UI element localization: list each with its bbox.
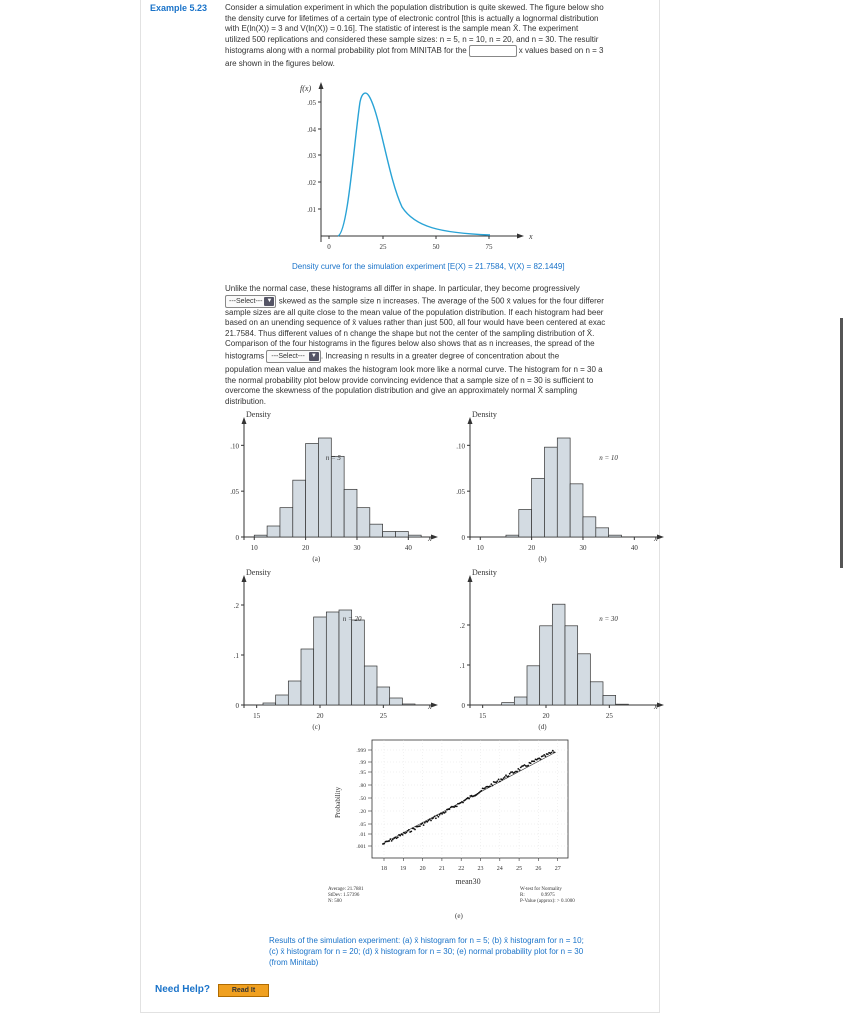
hist-bar: [267, 526, 280, 537]
prob-point: [408, 829, 410, 831]
hist-ytick: .10: [456, 442, 465, 451]
hist-bar: [357, 508, 370, 537]
prob-xtick: 18: [381, 866, 387, 872]
prob-point: [423, 824, 425, 826]
hist-xtick: 40: [630, 544, 638, 552]
intro-line: histograms along with a normal probability plot from MINITAB for the: [225, 46, 467, 56]
hist-bar: [326, 612, 339, 705]
hist-bar: [377, 687, 390, 705]
hist-ytick: 0: [461, 702, 465, 710]
prob-point: [505, 774, 507, 776]
density-x-ticks: [327, 236, 493, 251]
example-label: Example 5.23: [150, 3, 208, 13]
body-line: sample sizes are all quite close to the mean value of the population distribution. If each histogram had beer: [225, 307, 604, 317]
hist-xbar-label: x̄: [654, 702, 658, 711]
hist-ylabel: Density: [472, 568, 497, 577]
prob-point: [436, 815, 438, 817]
hist-bar: [578, 654, 591, 705]
body-line: the normal probability plot below provide convincing evidence that a sample size of n = 30 is sufficient to: [225, 375, 594, 385]
prob-ytick: .20: [359, 809, 366, 815]
hist-bar: [609, 535, 622, 537]
body-line: 21.7584. Thus different values of n change the shape but not the center of the sampling distribution of X̄.: [225, 328, 595, 338]
hist-panel-label: (c): [312, 723, 321, 731]
prob-point: [439, 814, 441, 816]
density-xlabel: x: [529, 232, 533, 241]
prob-stat-right: W-test for Normality: [520, 887, 562, 892]
hist-xbar-label: x̄: [428, 702, 432, 711]
chevron-down-icon: ▼: [264, 297, 274, 306]
hist-bar: [565, 626, 578, 705]
hist-bar: [402, 704, 415, 705]
prob-point: [410, 831, 412, 833]
hist-ylabel: Density: [472, 410, 497, 419]
hist-panel-label: (d): [538, 723, 547, 731]
prob-point: [397, 836, 399, 838]
prob-point: [391, 840, 393, 842]
hist-bar: [544, 447, 557, 537]
hist-ytick: 0: [235, 702, 239, 710]
density-ytick: .01: [307, 206, 316, 214]
scrollbar-thumb[interactable]: [840, 318, 843, 568]
prob-point: [545, 755, 547, 757]
prob-xtick: 25: [516, 866, 523, 872]
results-caption-line: Results of the simulation experiment: (a) x̄ histogram for n = 5; (b) x̄ histogram for n = 10;: [269, 936, 584, 945]
body-line: histograms: [225, 351, 265, 361]
prob-point: [499, 781, 501, 783]
density-ytick: .04: [307, 126, 316, 134]
prob-point: [497, 780, 499, 782]
hist-xbar-label: x̄: [428, 534, 432, 543]
intro-line: are shown in the figures below.: [225, 59, 335, 69]
hist-x-arrow: [657, 703, 664, 708]
prob-point: [445, 811, 447, 813]
density-curve-plot: [290, 82, 540, 258]
prob-stat-left: StDev: 1.57396: [328, 893, 360, 898]
hist-ylabel: Density: [246, 568, 271, 577]
hist-ytick: .1: [459, 662, 465, 670]
prob-point: [468, 798, 470, 800]
prob-xtick: 23: [477, 866, 484, 872]
hist-ytick: .2: [459, 622, 465, 630]
prob-point: [530, 762, 532, 764]
hist-bar: [552, 604, 565, 705]
density-curve-line: [338, 93, 490, 236]
prob-point: [547, 753, 549, 755]
density-ytick: .03: [307, 152, 316, 160]
prob-point: [430, 820, 432, 822]
hist-bar: [352, 620, 365, 705]
prob-point: [462, 802, 464, 804]
prob-point: [508, 775, 510, 777]
hist-bar: [314, 617, 327, 705]
hist-xtick: 25: [605, 712, 613, 720]
hist-x-arrow: [431, 703, 438, 708]
hist-bar: [616, 704, 629, 705]
hist-xtick: 15: [253, 712, 261, 720]
results-caption-line: (from Minitab): [269, 958, 319, 967]
prob-stat-right: P-Value (approx): > 0.1000: [520, 899, 575, 904]
hist-bar: [383, 532, 396, 538]
hist-xtick: 20: [542, 712, 550, 720]
prob-point: [438, 816, 440, 818]
prob-point: [406, 832, 408, 834]
density-ytick: .05: [307, 99, 316, 107]
body-line: population mean value and makes the histogram look more like a normal curve. The histogram for n = 30 a: [225, 364, 603, 374]
hist-ytick: 0: [461, 534, 465, 542]
prob-point: [533, 760, 535, 762]
prob-ytick: .50: [359, 796, 366, 802]
hist-bar: [364, 666, 377, 705]
intro-line: utilized 500 replications and considered these sample sizes: n = 5, n = 10, n = 20, and n = 30. The resultir: [225, 34, 599, 44]
hist-xtick: 30: [579, 544, 587, 552]
prob-xtick: 22: [458, 866, 465, 872]
prob-point: [434, 816, 436, 818]
prob-point: [383, 843, 385, 845]
hist-ytick: .05: [230, 488, 239, 497]
hist-bar: [596, 528, 609, 537]
prob-stat-left: Average: 21.7881: [328, 887, 364, 892]
prob-point: [481, 790, 483, 792]
select-1-value: ---Select---: [229, 297, 263, 305]
hist-ytick: .1: [233, 652, 239, 660]
results-caption: [269, 935, 584, 968]
prob-stat-right: R: 0.9975: [520, 893, 555, 898]
body-line: distribution.: [225, 396, 266, 406]
select-2-value: ---Select---: [271, 352, 305, 360]
select-dropdown-2[interactable]: [266, 350, 320, 363]
hist-bar: [603, 695, 616, 705]
hist-bar: [254, 535, 267, 537]
prob-stat-left: N: 500: [328, 899, 342, 904]
prob-ytick: .99: [359, 760, 366, 766]
hist-bar: [263, 703, 276, 705]
body-line: based on an unending sequence of x̄ values rather than just 500, all four would have been centered at exac: [225, 318, 606, 328]
prob-xtick: 27: [554, 866, 561, 872]
need-help-label: Need Help?: [155, 984, 211, 995]
density-y-ticks: [307, 99, 321, 214]
prob-point: [489, 785, 491, 787]
hist-ytick: .10: [230, 442, 239, 451]
body-paragraph: [225, 284, 660, 407]
prob-point: [519, 769, 521, 771]
hist-bar: [514, 697, 527, 705]
normal-probability-plot: [320, 738, 620, 923]
hist-xtick: 15: [479, 712, 487, 720]
prob-point: [490, 783, 492, 785]
prob-point: [498, 779, 500, 781]
hist-xtick: 10: [250, 544, 258, 552]
select-dropdown-1[interactable]: [225, 295, 276, 308]
intro-line: Consider a simulation experiment in which the population distribution is quite skewed. The figure below sho: [225, 3, 604, 12]
hist-bar: [293, 480, 306, 537]
hist-bar: [288, 681, 301, 705]
prob-point: [492, 785, 494, 787]
prob-point: [540, 758, 542, 760]
density-xtick: 25: [379, 243, 387, 251]
histogram-d: [448, 563, 672, 735]
hist-ytick: 0: [235, 534, 239, 542]
hist-bar: [318, 438, 331, 537]
hist-n-label: n = 10: [599, 454, 618, 462]
hist-n-label: n = 30: [599, 615, 618, 623]
hist-bar: [506, 535, 519, 537]
prob-panel-label: (e): [455, 912, 463, 920]
prob-xtick: 21: [438, 866, 445, 872]
hist-bar: [344, 489, 357, 537]
prob-point: [424, 822, 426, 824]
hist-panel-label: (a): [312, 555, 321, 563]
prob-point: [435, 817, 437, 819]
body-line: . Increasing n results in a greater degree of concentration about the: [320, 351, 560, 361]
prob-ylabel: Probability: [334, 786, 342, 818]
prob-xtick: 20: [419, 866, 426, 872]
prob-ytick: .95: [359, 770, 366, 776]
body-line: overcome the skewness of the population distribution and give an approximately normal X̄ sampling: [225, 386, 578, 396]
hist-bar: [519, 510, 532, 538]
body-line: Comparison of the four histograms in the figures below also shows that as n increases, the spread of the: [225, 339, 595, 349]
hist-bar: [590, 682, 603, 705]
hist-x-arrow: [657, 535, 664, 540]
density-ylabel: f(x): [300, 84, 312, 93]
hist-xtick: 25: [379, 712, 387, 720]
density-y-arrow: [319, 82, 324, 89]
hist-bar: [583, 517, 596, 537]
prob-point: [527, 765, 529, 767]
hist-bar: [370, 524, 383, 537]
body-line: skewed as the sample size n increases. The average of the 500 x̄ values for the four differer: [278, 296, 604, 306]
hist-xtick: 30: [353, 544, 361, 552]
prob-point: [388, 840, 390, 842]
hist-x-arrow: [431, 535, 438, 540]
hist-xtick: 20: [528, 544, 536, 552]
prob-point: [551, 752, 553, 754]
prob-point: [504, 776, 506, 778]
hist-xtick: 20: [302, 544, 310, 552]
hist-bar: [395, 532, 408, 538]
hist-bar: [280, 508, 293, 537]
prob-point: [419, 825, 421, 827]
intro-line: with E(ln(X)) = 3 and V(ln(X)) = 0.16]. The statistic of interest is the sample mean X̄. The experiment: [225, 24, 579, 34]
prob-point: [399, 835, 401, 837]
hist-bar: [301, 649, 314, 705]
intro-line: the density curve for lifetimes of a certain type of electronic control [this is actually a lognormal distribution: [225, 13, 599, 23]
body-line: Unlike the normal case, these histograms all differ in shape. In particular, they become progressively: [225, 284, 580, 293]
hist-bar: [532, 478, 545, 537]
hist-xtick: 20: [316, 712, 324, 720]
prob-ytick: .999: [356, 748, 366, 754]
prob-point: [516, 771, 518, 773]
density-xtick: 75: [485, 243, 493, 251]
prob-point: [422, 822, 424, 824]
prob-point: [509, 773, 511, 775]
chevron-down-icon: ▼: [309, 352, 319, 361]
hist-xbar-label: x̄: [654, 534, 658, 543]
hist-n-label: n = 20: [342, 615, 362, 623]
prob-xtick: 24: [496, 866, 503, 872]
hist-bar: [557, 438, 570, 537]
density-xtick: 50: [432, 243, 440, 251]
intro-line: x values based on n = 3: [518, 46, 604, 56]
density-ytick: .02: [307, 179, 316, 187]
prob-point: [390, 838, 392, 840]
histogram-b: [448, 405, 672, 567]
prob-point: [456, 806, 458, 808]
hist-bar: [408, 535, 421, 537]
histogram-c: [222, 563, 446, 735]
prob-ytick: .80: [359, 783, 366, 789]
hist-panel-label: (b): [538, 555, 547, 563]
hist-n-label: n = 5: [325, 454, 341, 462]
prob-point: [402, 834, 404, 836]
prob-point: [552, 750, 554, 752]
hist-bar: [540, 626, 553, 705]
hist-bar: [276, 695, 289, 705]
prob-point: [553, 751, 555, 753]
hist-bar: [331, 456, 344, 537]
prob-point: [501, 779, 503, 781]
read-it-button[interactable]: Read It: [218, 984, 269, 997]
hist-bar: [502, 703, 515, 705]
hist-xtick: 10: [476, 544, 484, 552]
density-x-arrow: [517, 234, 524, 239]
hist-bar: [390, 698, 403, 705]
hist-ylabel: Density: [246, 410, 271, 419]
prob-point: [449, 808, 451, 810]
results-caption-line: (c) x̄ histogram for n = 20; (d) x̄ histogram for n = 30; (e) normal probability plot for n = 30: [269, 947, 584, 956]
hist-bar: [339, 610, 352, 705]
density-xtick: 0: [327, 243, 331, 251]
prob-point: [433, 817, 435, 819]
hist-bar: [527, 666, 540, 705]
hist-xtick: 40: [404, 544, 412, 552]
answer-input-box[interactable]: [469, 45, 517, 57]
hist-ytick: .2: [233, 602, 239, 610]
prob-xtick: 19: [400, 866, 407, 872]
intro-paragraph: [225, 3, 660, 70]
prob-xlabel: mean30: [455, 877, 481, 886]
prob-ytick: .001: [356, 844, 366, 850]
density-caption: Density curve for the simulation experiment [E(X) = 21.7584, V(X) = 82.1449]: [292, 262, 565, 271]
histogram-a: [222, 405, 446, 567]
prob-point: [414, 829, 416, 831]
hist-bar: [570, 484, 583, 537]
prob-ytick: .05: [359, 822, 366, 828]
prob-ytick: .01: [359, 832, 366, 838]
prob-xtick: 26: [535, 866, 542, 872]
hist-bar: [306, 444, 319, 538]
hist-ytick: .05: [456, 488, 465, 497]
